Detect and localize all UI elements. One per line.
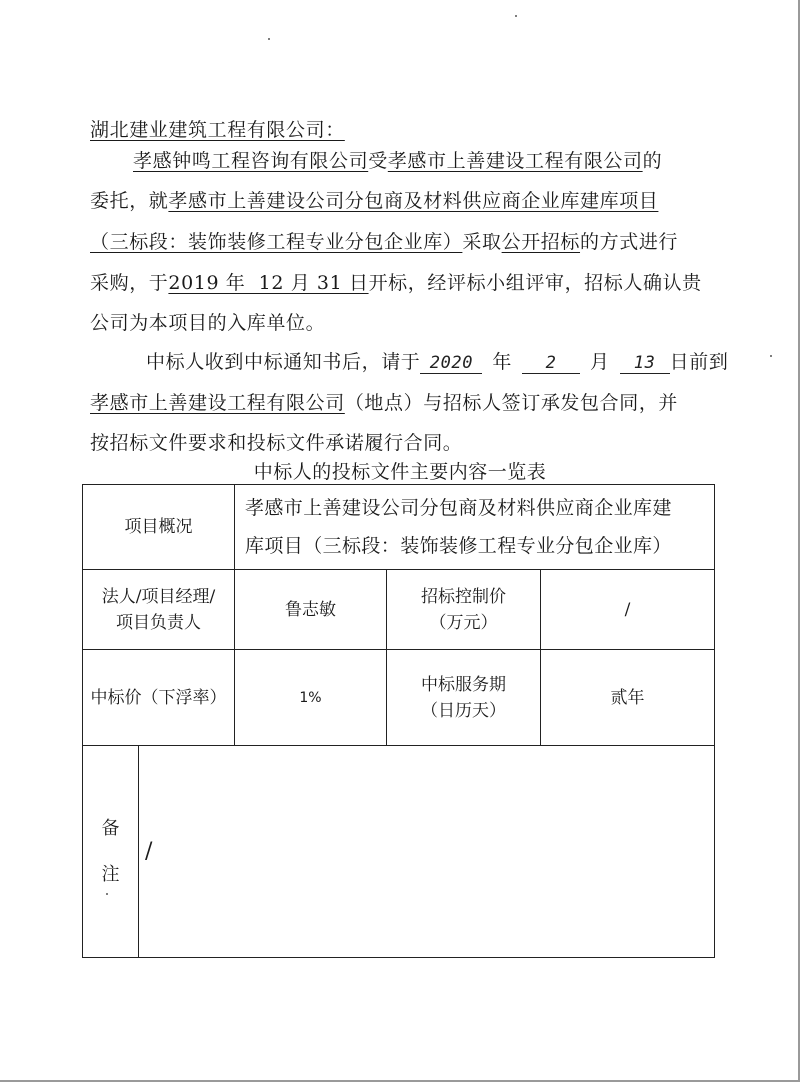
table-row — [83, 570, 715, 650]
signing-location: 孝感市上善建设工程有限公司 — [90, 392, 345, 414]
label-line: 项目负责人 — [116, 612, 201, 633]
para2-line1 — [146, 347, 728, 374]
bid-price-value: 1% — [235, 650, 387, 746]
text-fragment: 采购，于 — [90, 272, 169, 294]
para1-line3 — [90, 227, 678, 254]
text-fragment: 受 — [368, 150, 388, 172]
text-fragment: 的 — [642, 150, 663, 172]
scan-speck — [268, 38, 270, 40]
legal-person-label — [83, 570, 235, 650]
handwritten-day: 13 — [620, 353, 670, 374]
table-row — [83, 650, 715, 746]
text-fragment: 按招标文件要求和投标文件承诺履行合同。 — [90, 432, 463, 454]
scan-speck — [770, 355, 772, 357]
overview-line: 孝感市上善建设公司分包商及材料供应商企业库建 — [245, 497, 672, 519]
text-fragment: 中标人收到中标通知书后，请于 — [146, 351, 421, 373]
service-period-value: 贰年 — [541, 650, 715, 746]
text-fragment: 开标，经评标小组评审，招标人确认贵 — [368, 272, 702, 294]
remark-value: / — [139, 746, 715, 958]
addressee — [90, 115, 345, 142]
text-fragment: （地点）与招标人签订承发包合同，并 — [344, 392, 679, 414]
text-fragment: 委托，就 — [90, 190, 169, 212]
bid-price-label: 中标价（下浮率） — [83, 650, 235, 746]
control-price-label — [387, 570, 541, 650]
control-price-value: / — [541, 570, 715, 650]
remark-label — [83, 746, 139, 958]
para1-line1 — [133, 146, 662, 173]
table-row — [83, 485, 715, 570]
opening-date: 2019 年 12 月 31 日 — [168, 272, 369, 294]
text-fragment: 年 — [492, 351, 513, 373]
handwritten-year: 2020 — [420, 353, 482, 374]
para1-line4 — [90, 268, 702, 295]
bid-summary-table — [82, 484, 715, 958]
procurement-method: 公开招标 — [501, 231, 581, 253]
label-line: 招标控制价 — [421, 586, 506, 607]
table-title: 中标人的投标文件主要内容一览表 — [253, 461, 547, 483]
text-fragment: 月 — [590, 351, 610, 373]
text-fragment: 采取 — [462, 231, 502, 253]
table-row — [83, 746, 715, 958]
service-period-label — [387, 650, 541, 746]
para2-line3 — [90, 428, 462, 455]
addressee-text: 湖北建业建筑工程有限公司： — [90, 119, 345, 141]
scan-speck — [515, 15, 517, 17]
project-name-part2: （三标段：装饰装修工程专业分包企业库） — [90, 231, 463, 253]
label-line: 中标服务期 — [421, 674, 506, 695]
handwritten-month: 2 — [522, 353, 580, 374]
overview-label: 项目概况 — [83, 485, 235, 570]
para1-line2 — [90, 186, 658, 213]
overview-line: 库项目（三标段：装饰装修工程专业分包企业库） — [245, 535, 672, 557]
label-line: （万元） — [429, 612, 498, 633]
project-name-part1: 孝感市上善建设公司分包商及材料供应商企业库建库项目 — [168, 190, 659, 212]
label-line: 法人/项目经理/ — [101, 586, 216, 607]
text-fragment: 公司为本项目的入库单位。 — [90, 312, 326, 334]
agency-name: 孝感钟鸣工程咨询有限公司 — [133, 150, 369, 172]
para2-line2 — [90, 388, 678, 415]
text-fragment: 日前到 — [669, 351, 729, 373]
label-line: （日历天） — [421, 700, 506, 721]
client-name: 孝感市上善建设工程有限公司 — [387, 150, 643, 172]
label-line: 备 — [101, 817, 120, 839]
overview-value — [235, 485, 715, 570]
legal-person-value: 鲁志敏 — [235, 570, 387, 650]
label-line: 注 — [101, 863, 120, 885]
para1-line5 — [90, 308, 325, 335]
text-fragment: 的方式进行 — [580, 231, 679, 253]
